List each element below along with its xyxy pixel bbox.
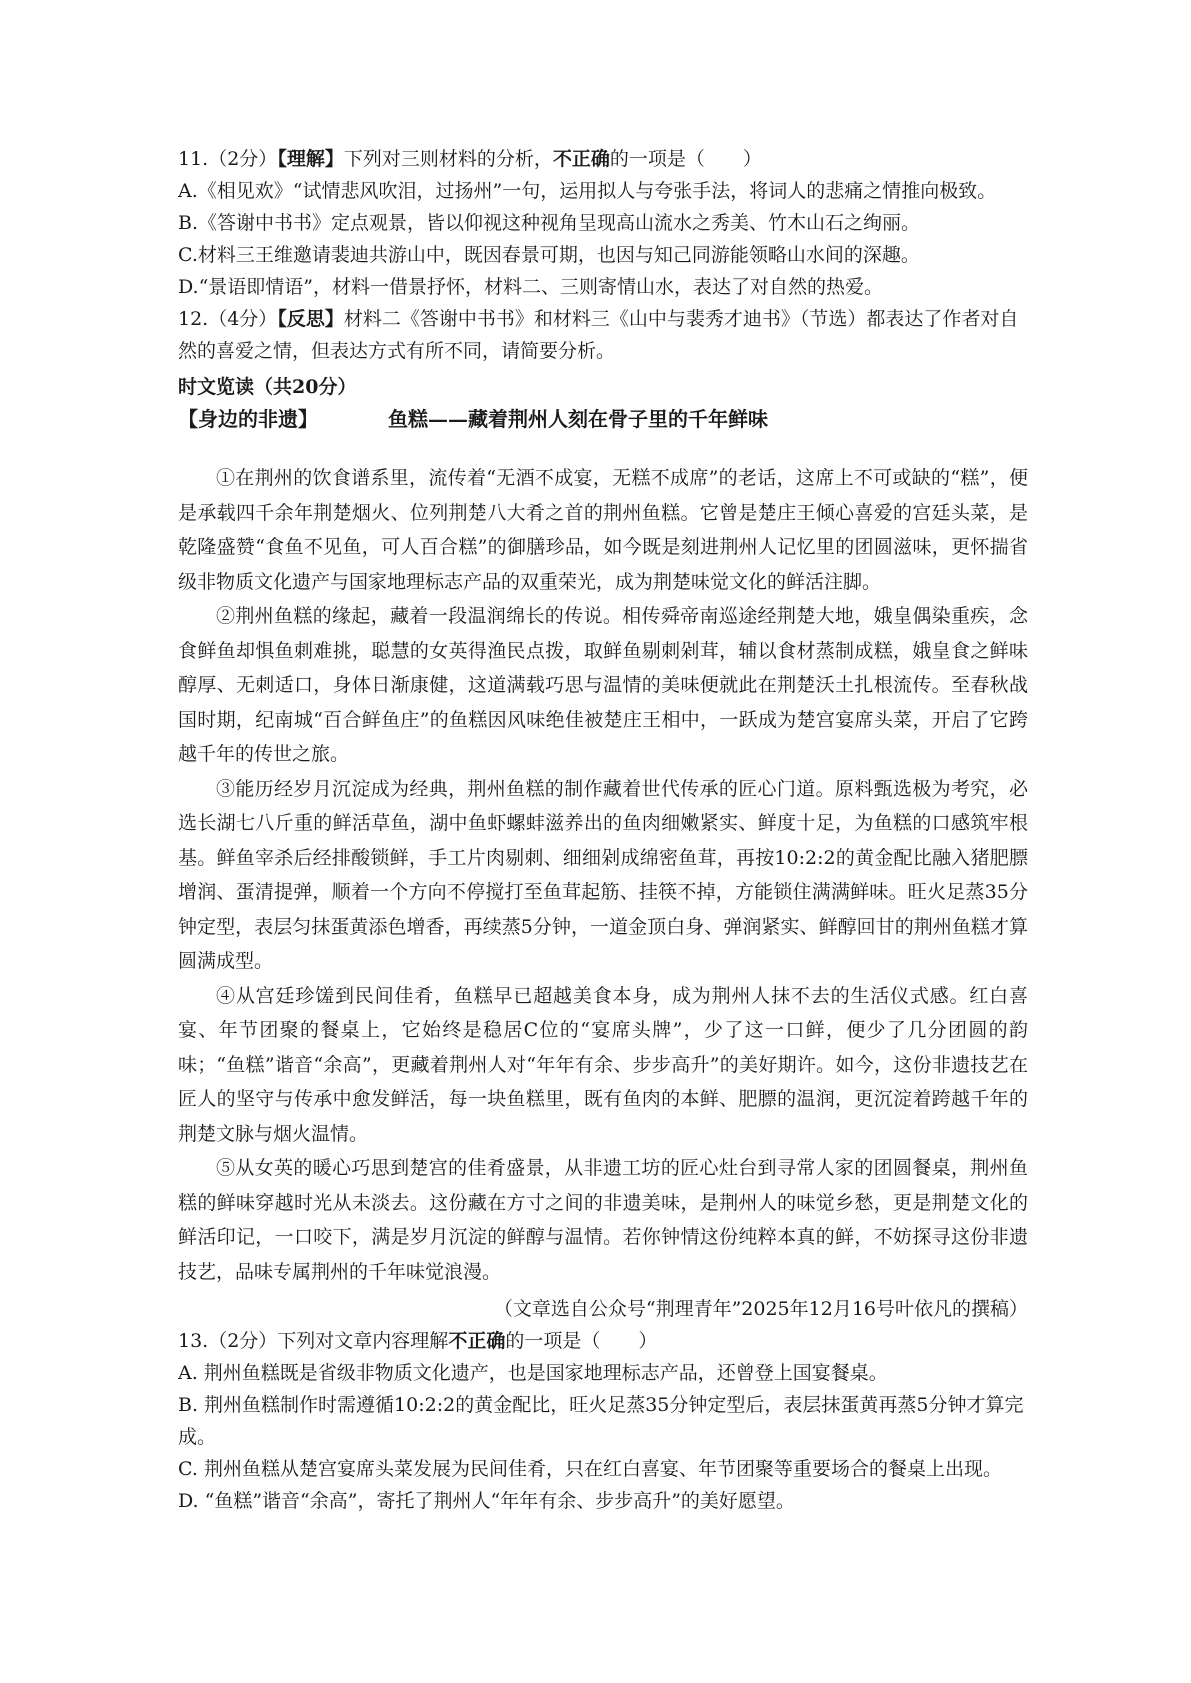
article-source: （文章选自公众号“荆理青年”2025年12月16号叶依凡的撰稿） bbox=[493, 1298, 1028, 1320]
q12-tag: 【反思】 bbox=[277, 308, 344, 330]
q12-prefix: 12.（4分） bbox=[178, 308, 278, 330]
article-title: 鱼糕——藏着荆州人刻在骨子里的千年鲜味 bbox=[388, 407, 768, 431]
q13-emphasis: 不正确 bbox=[448, 1330, 506, 1352]
q11-option-b: B.《答谢中书书》定点观景，皆以仰视这种视角呈现高山流水之秀美、竹木山石之绚丽。 bbox=[178, 212, 921, 234]
q13-option-c: C. 荆州鱼糕从楚宫宴席头菜发展为民间佳肴，只在红白喜宴、年节团聚等重要场合的餐桌上出现。 bbox=[178, 1458, 1002, 1480]
q13-option-b: B. 荆州鱼糕制作时需遵循10:2:2的黄金配比，旺火足蒸35分钟定型后，表层抹蛋黄再蒸5分钟才算完成。 bbox=[178, 1394, 1024, 1448]
article-paragraph-2: ②荆州鱼糕的缘起，藏着一段温润绵长的传说。相传舜帝南巡途经荆楚大地，娥皇偶染重疾，念食鲜鱼却惧鱼刺难挑，聪慧的女英得渔民点拨，取鲜鱼剔刺剁茸，辅以食材蒸制成糕，娥皇食之鲜味醇厚、无刺适口，身体日渐康健，这道满载巧思与温情的美味便就此在荆楚沃土扎根流传。至春秋战国时期，纪南城“百合鲜鱼庄”的鱼糕因风味绝佳被楚庄王相中，一跃成为楚宫宴席头菜，开启了它跨越千年的传世之旅。 bbox=[178, 605, 1028, 765]
article-header bbox=[178, 403, 1028, 435]
q13-option-d: D. “鱼糕”谐音“余高”，寄托了荆州人“年年有余、步步高升”的美好愿望。 bbox=[178, 1490, 795, 1512]
article-paragraph-1: ①在荆州的饮食谱系里，流传着“无酒不成宴，无糕不成席”的老话，这席上不可或缺的“糕”，便是承载四千余年荆楚烟火、位列荆楚八大肴之首的荆州鱼糕。它曾是楚庄王倾心喜爱的宫廷头菜，是乾隆盛赞“食鱼不见鱼，可人百合糕”的御膳珍品，如今既是刻进荆州人记忆里的团圆滋味，更怀揣省级非物质文化遗产与国家地理标志产品的双重荣光，成为荆楚味觉文化的鲜活注脚。 bbox=[178, 467, 1028, 593]
q11-option-a: A.《相见欢》“试情悲风吹泪，过扬州”一句，运用拟人与夸张手法，将词人的悲痛之情推向极致。 bbox=[178, 180, 997, 202]
q13-suffix: 的一项是（ ） bbox=[505, 1330, 658, 1352]
exam-page bbox=[178, 143, 1028, 1517]
q13-option-a: A. 荆州鱼糕既是省级非物质文化遗产，也是国家地理标志产品，还曾登上国宴餐桌。 bbox=[178, 1362, 888, 1384]
article-paragraph-4: ④从宫廷珍馐到民间佳肴，鱼糕早已超越美食本身，成为荆州人抹不去的生活仪式感。红白喜宴、年节团聚的餐桌上，它始终是稳居C位的“宴席头牌”，少了这一口鲜，便少了几分团圆的韵味；“鱼糕”谐音“余高”，更藏着荆州人对“年年有余、步步高升”的美好期许。如今，这份非遗技艺在匠人的坚守与传承中愈发鲜活，每一块鱼糕里，既有鱼肉的本鲜、肥膘的温润，更沉淀着跨越千年的荆楚文脉与烟火温情。 bbox=[178, 984, 1028, 1145]
section-title: 时文览读（共20分） bbox=[178, 376, 357, 398]
q11-option-c: C.材料三王维邀请裴迪共游山中，既因春景可期，也因与知己同游能领略山水间的深趣。 bbox=[178, 244, 920, 266]
article-paragraph-5: ⑤从女英的暖心巧思到楚宫的佳肴盛景，从非遗工坊的匠心灶台到寻常人家的团圆餐桌，荆州鱼糕的鲜味穿越时光从未淡去。这份藏在方寸之间的非遗美味，是荆州人的味觉乡愁，更是荆楚文化的鲜活印记，一口咬下，满是岁月沉淀的鲜醇与温情。若你钟情这份纯粹本真的鲜，不妨探寻这份非遗技艺，品味专属荆州的千年味觉浪漫。 bbox=[178, 1157, 1028, 1283]
question-11-stem bbox=[178, 143, 1028, 175]
q12-text: 材料二《答谢中书书》和材料三《山中与裴秀才迪书》（节选）都表达了作者对自然的喜爱之情，但表达方式有所不同，请简要分析。 bbox=[178, 308, 1019, 362]
q11-mid: 下列对三则材料的分析， bbox=[343, 148, 553, 170]
question-13-stem bbox=[178, 1325, 1028, 1357]
q11-option-d: D.“景语即情语”，材料一借景抒怀，材料二、三则寄情山水，表达了对自然的热爱。 bbox=[178, 276, 884, 298]
q11-tag: 【理解】 bbox=[277, 148, 344, 170]
article-tag: 【身边的非遗】 bbox=[178, 407, 318, 431]
q11-emphasis: 不正确 bbox=[552, 148, 610, 170]
article-paragraph-3: ③能历经岁月沉淀成为经典，荆州鱼糕的制作藏着世代传承的匠心门道。原料甄选极为考究，必选长湖七八斤重的鲜活草鱼，湖中鱼虾螺蚌滋养出的鱼肉细嫩紧实、鲜度十足，为鱼糕的口感筑牢根基。鲜鱼宰杀后经排酸锁鲜，手工片肉剔刺、细细剁成绵密鱼茸，再按10:2:2的黄金配比融入猪肥膘增润、蛋清提弹，顺着一个方向不停搅打至鱼茸起筋、挂筷不掉，方能锁住满满鲜味。旺火足蒸35分钟定型，表层匀抹蛋黄添色增香，再续蒸5分钟，一道金顶白身、弹润紧实、鲜醇回甘的荆州鱼糕才算圆满成型。 bbox=[178, 777, 1028, 972]
question-12-stem bbox=[178, 303, 1028, 367]
q11-suffix: 的一项是（ ） bbox=[609, 148, 762, 170]
q13-prefix: 13.（2分）下列对文章内容理解 bbox=[178, 1330, 449, 1352]
q11-prefix: 11.（2分） bbox=[178, 148, 278, 170]
